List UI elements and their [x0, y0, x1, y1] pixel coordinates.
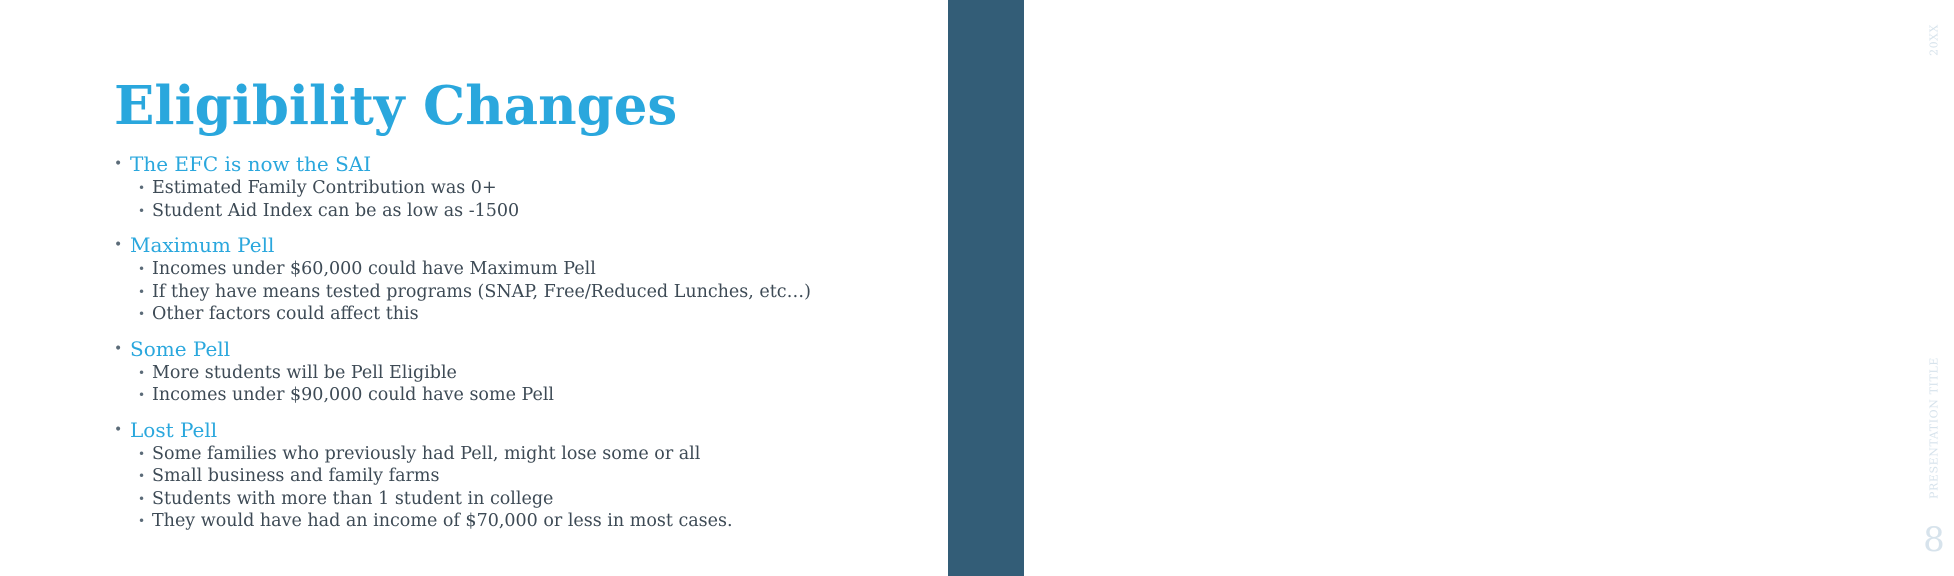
- sub-bullet: [112, 384, 932, 407]
- sub-bullet-text: Estimated Family Contribution was 0+: [152, 178, 497, 198]
- bullet-group-maximum-pell: [112, 233, 932, 326]
- bullet-group-lost-pell: [112, 418, 932, 533]
- sub-bullet-text: If they have means tested programs (SNAP, Free/Reduced Lunches, etc…): [152, 281, 811, 302]
- sub-bullet-text: Other factors could affect this: [152, 304, 419, 324]
- bullet-dot-icon: •: [114, 340, 123, 357]
- bullet-dot-icon: •: [138, 514, 146, 528]
- page-number: 8: [1923, 520, 1945, 560]
- sub-bullet-text: Incomes under $90,000 could have some Pell: [152, 385, 555, 405]
- bullet-list: [112, 152, 932, 544]
- bullet-group-some-pell: [112, 337, 932, 407]
- presentation-title: PRESENTATION TITLE: [1927, 357, 1941, 499]
- sub-bullet: [112, 258, 932, 281]
- sidebar: [948, 0, 1945, 576]
- bullet-heading-text: Lost Pell: [130, 417, 218, 442]
- bullet-dot-icon: •: [138, 181, 146, 195]
- bullet-dot-icon: •: [138, 491, 146, 506]
- bullet-heading: [112, 152, 932, 177]
- bullet-dot-icon: •: [138, 469, 146, 483]
- bullet-dot-icon: •: [138, 203, 146, 218]
- bullet-group-efc: [112, 152, 932, 222]
- sub-bullet: [112, 465, 932, 488]
- sub-bullet-text: Incomes under $60,000 could have Maximum Pell: [152, 259, 596, 279]
- sub-bullet-text: Students with more than 1 student in college: [152, 488, 554, 509]
- slide-title: Eligibility Changes: [114, 75, 678, 137]
- bullet-dot-icon: •: [138, 307, 146, 321]
- bullet-dot-icon: •: [138, 284, 146, 299]
- sub-bullet-text: They would have had an income of $70,000 or less in most cases.: [152, 511, 733, 531]
- bullet-heading-text: Some Pell: [130, 336, 231, 361]
- sub-bullet: [112, 443, 932, 466]
- bullet-dot-icon: •: [114, 421, 123, 438]
- sub-bullet: [112, 177, 932, 200]
- bullet-dot-icon: •: [138, 388, 146, 402]
- sub-bullet: [112, 200, 932, 223]
- sub-bullet: [112, 510, 932, 533]
- sub-bullet-text: Some families who previously had Pell, might lose some or all: [152, 443, 701, 464]
- bullet-dot-icon: •: [114, 237, 123, 253]
- bullet-dot-icon: •: [138, 262, 146, 276]
- sub-bullet: [112, 362, 932, 385]
- sub-bullet: [112, 281, 932, 304]
- bullet-dot-icon: •: [138, 365, 146, 380]
- sub-bullet-text: More students will be Pell Eligible: [152, 362, 457, 383]
- sub-bullet-text: Student Aid Index can be as low as -1500: [152, 200, 520, 221]
- bullet-heading: [112, 233, 932, 258]
- sub-bullet: [112, 488, 932, 511]
- bullet-heading-text: Maximum Pell: [130, 233, 275, 257]
- bullet-heading-text: The EFC is now the SAI: [130, 152, 372, 176]
- bullet-dot-icon: •: [138, 446, 146, 461]
- bullet-heading: [112, 337, 932, 362]
- sub-bullet-text: Small business and family farms: [152, 466, 440, 486]
- bullet-heading: [112, 418, 932, 443]
- sub-bullet: [112, 303, 932, 326]
- slide-date: 20XX: [1927, 24, 1941, 56]
- bullet-dot-icon: •: [114, 156, 123, 172]
